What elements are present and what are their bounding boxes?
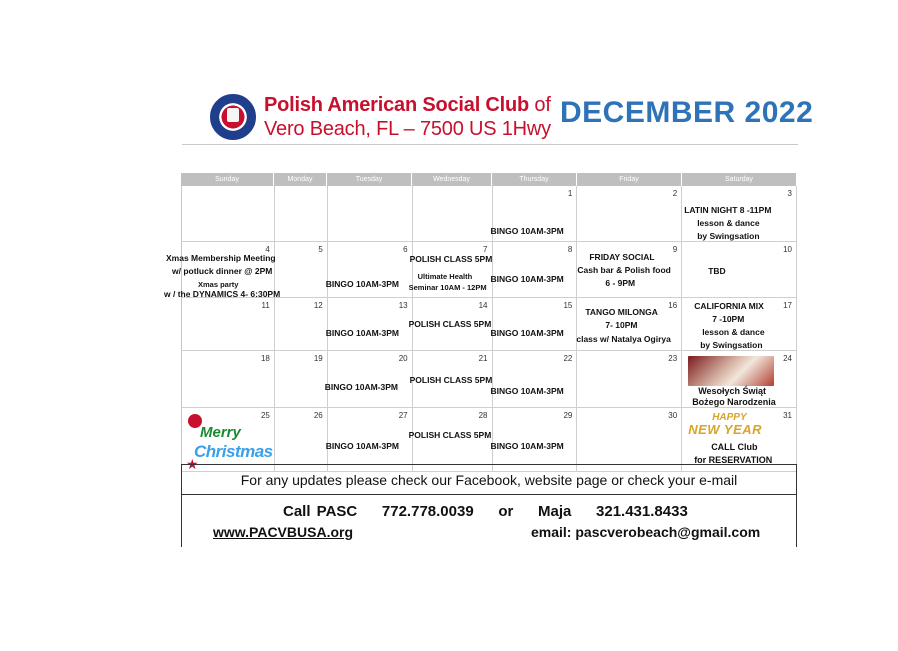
day-number: 22 [563,354,573,363]
event-tango-class: class w/ Natalya Ogirya [576,334,671,344]
event-xmas-party: Xmas party [198,280,239,289]
updates-banner [181,464,797,495]
weekday-tuesday: Tuesday [327,173,412,186]
day-cell-27 [325,408,413,471]
day-cell-empty [328,186,413,241]
event-polish-class: POLISH CLASS 5PM [409,254,493,264]
calendar [164,173,797,472]
day-number: 31 [783,411,792,420]
day-number: 18 [260,354,270,363]
week-row [182,186,797,242]
day-number: 26 [313,411,323,420]
day-number: 10 [783,245,792,254]
day-number: 4 [265,245,270,254]
club-logo [210,94,256,140]
weekday-wednesday: Wednesday [412,173,492,186]
event-bingo: BINGO 10AM-3PM [325,279,399,289]
club-address: Vero Beach, FL – 7500 US 1Hwy [264,118,551,140]
day-cell-11 [182,298,275,350]
header-divider [182,144,798,145]
new-year-text: NEW YEAR [688,422,763,437]
week-row [182,351,797,408]
event-xmas-meeting: Xmas Membership Meeting [166,253,276,263]
event-bingo: BINGO 10AM-3PM [490,441,564,451]
event-latin-night-detail: by Swingsation [697,231,760,241]
day-cell-18 [182,351,275,407]
day-number: 13 [398,301,408,310]
weekday-header [181,173,797,186]
day-number: 7 [483,245,488,254]
contact-box [181,495,797,547]
christmas-gift-photo [688,356,774,386]
day-number: 24 [783,354,792,363]
event-xmas-meeting-detail: w/ potluck dinner @ 2PM [172,266,273,276]
day-cell-13 [325,298,413,350]
day-number: 6 [403,245,408,254]
day-number: 2 [672,189,678,198]
website-link[interactable]: www.PACVBUSA.org [213,524,354,540]
event-polish-class: POLISH CLASS 5PM [408,430,492,440]
weekday-thursday: Thursday [492,173,577,186]
day-number: 20 [398,354,408,363]
event-california-detail: by Swingsation [700,340,763,350]
weekday-monday: Monday [274,173,327,186]
merry-text: Merry [200,424,241,441]
christmas-text: Christmas [194,442,273,461]
day-number: 29 [563,411,573,420]
event-california-time: 7 -10PM [712,314,745,324]
day-cell-2 [577,186,682,241]
calendar-header [182,88,814,146]
day-cell-12 [275,298,328,350]
week-row [182,298,797,351]
day-cell-7 [408,242,493,297]
event-bingo: BINGO 10AM-3PM [490,226,564,236]
day-cell-30 [577,408,682,471]
event-california-detail: lesson & dance [702,327,765,337]
week-row [182,408,797,472]
event-bingo: BINGO 10AM-3PM [325,441,399,451]
day-cell-29 [490,408,578,471]
event-bingo: BINGO 10AM-3PM [324,382,398,392]
week-row [164,242,797,299]
star-icon: ★ [186,456,199,472]
day-cell-4 [164,242,281,299]
day-number: 16 [668,301,678,310]
day-cell-23 [577,351,682,407]
day-cell-26 [275,408,328,471]
day-cell-19 [275,351,328,407]
event-tango-time: 7- 10PM [605,320,638,330]
day-cell-6 [325,242,413,297]
day-number: 28 [478,411,488,420]
event-call-club: CALL Club [711,442,758,452]
day-number: 1 [567,189,573,198]
happy-text: HAPPY [712,412,747,423]
calendar-grid [164,186,797,472]
club-name: Polish American Social Club of [264,94,551,116]
day-cell-24 [682,351,797,407]
event-health-seminar-detail: Seminar 10AM - 12PM [408,283,487,292]
day-number: 17 [783,301,792,310]
day-cell-21 [409,351,493,407]
day-cell-5 [275,242,328,297]
event-tbd: TBD [708,266,726,276]
day-cell-empty [182,186,275,241]
day-cell-28 [408,408,493,471]
event-polish-class: POLISH CLASS 5PM [408,319,492,329]
day-number: 27 [398,411,408,420]
weekday-sunday: Sunday [181,173,274,186]
event-health-seminar: Ultimate Health [417,272,473,281]
event-bozego-narodzenia: Bożego Narodzenia [692,397,776,407]
day-number: 9 [672,245,678,254]
event-bingo: BINGO 10AM-3PM [490,386,564,396]
event-for-reservation: for RESERVATION [694,455,773,465]
day-number: 21 [478,354,488,363]
event-xmas-party-detail: w / the DYNAMICS 4- 6:30PM [164,289,281,299]
event-friday-social-detail: Cash bar & Polish food [577,265,671,275]
updates-text: For any updates please check our Facebook, website page or check your e-mail [240,472,738,488]
event-friday-social: FRIDAY SOCIAL [589,252,655,262]
merry-christmas-graphic [186,412,273,472]
day-number: 23 [668,354,678,363]
day-cell-17 [682,298,797,350]
month-title: DECEMBER 2022 [560,96,814,129]
day-cell-8 [490,242,578,297]
day-cell-22 [490,351,578,407]
event-latin-night-detail: lesson & dance [697,218,760,228]
email-address[interactable]: email: pascverobeach@gmail.com [531,524,761,540]
day-cell-31 [682,408,797,471]
day-cell-20 [324,351,413,407]
day-number: 19 [313,354,323,363]
day-cell-25 [182,408,275,471]
day-cell-14 [408,298,493,350]
weekday-friday: Friday [577,173,682,186]
day-number: 8 [567,245,573,254]
event-bingo: BINGO 10AM-3PM [490,328,564,338]
weekday-saturday: Saturday [682,173,797,186]
day-number: 12 [313,301,323,310]
day-cell-empty [413,186,493,241]
day-number: 30 [668,411,678,420]
event-polish-class: POLISH CLASS 5PM [409,375,493,385]
day-cell-10 [682,242,797,297]
day-number: 25 [260,411,270,420]
day-number: 15 [563,301,573,310]
day-number: 5 [318,245,323,254]
event-bingo: BINGO 10AM-3PM [325,328,399,338]
day-number: 14 [478,301,488,310]
event-california-mix: CALIFORNIA MIX [694,301,764,311]
day-cell-1 [490,186,578,241]
event-friday-social-time: 6 - 9PM [605,278,636,288]
day-cell-empty [275,186,328,241]
event-tango-milonga: TANGO MILONGA [585,307,658,317]
day-cell-15 [490,298,578,350]
day-cell-16 [577,298,682,350]
day-cell-3 [682,186,797,241]
call-line: Call PASC 772.778.0039 or Maja 321.431.8433 [283,503,688,520]
event-bingo: BINGO 10AM-3PM [490,274,564,284]
day-number: 11 [261,301,270,310]
event-latin-night: LATIN NIGHT 8 -11PM [684,205,772,215]
logo-shield-icon [227,108,239,122]
day-number: 3 [787,189,792,198]
day-cell-9 [577,242,682,297]
event-wesolych-swiat: Wesołych Świąt [698,386,767,396]
